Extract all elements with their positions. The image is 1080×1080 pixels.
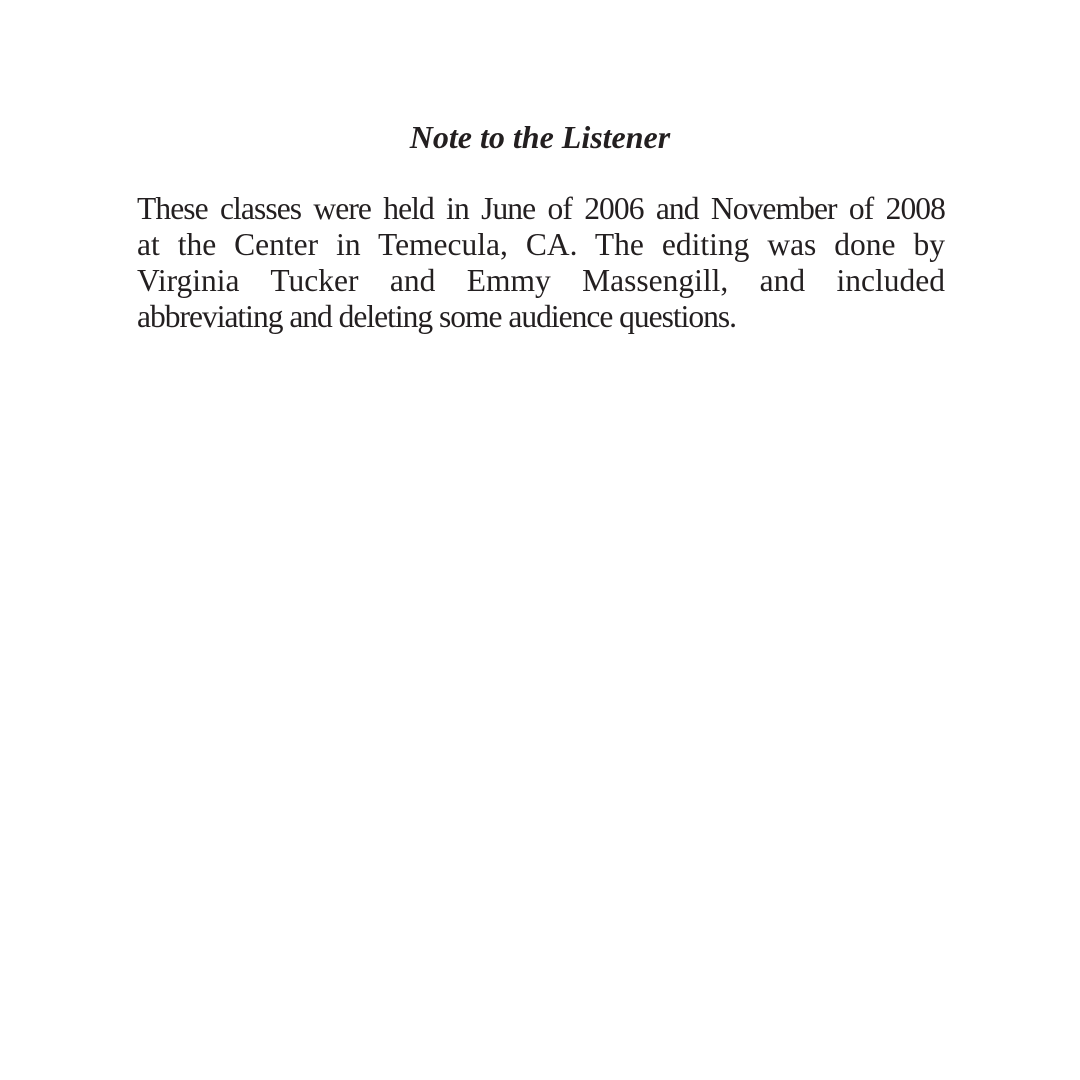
body-paragraph	[137, 191, 945, 335]
paragraph-line: Virginia Tucker and Emmy Massengill, and included	[137, 263, 945, 298]
page-title: Note to the Listener	[409, 119, 671, 155]
paragraph-line: abbreviating and deleting some audience questions.	[137, 299, 737, 334]
paragraph-line: These classes were held in June of 2006 and November of 2008	[137, 191, 945, 226]
paragraph-line: at the Center in Temecula, CA. The editing was done by	[137, 227, 945, 262]
